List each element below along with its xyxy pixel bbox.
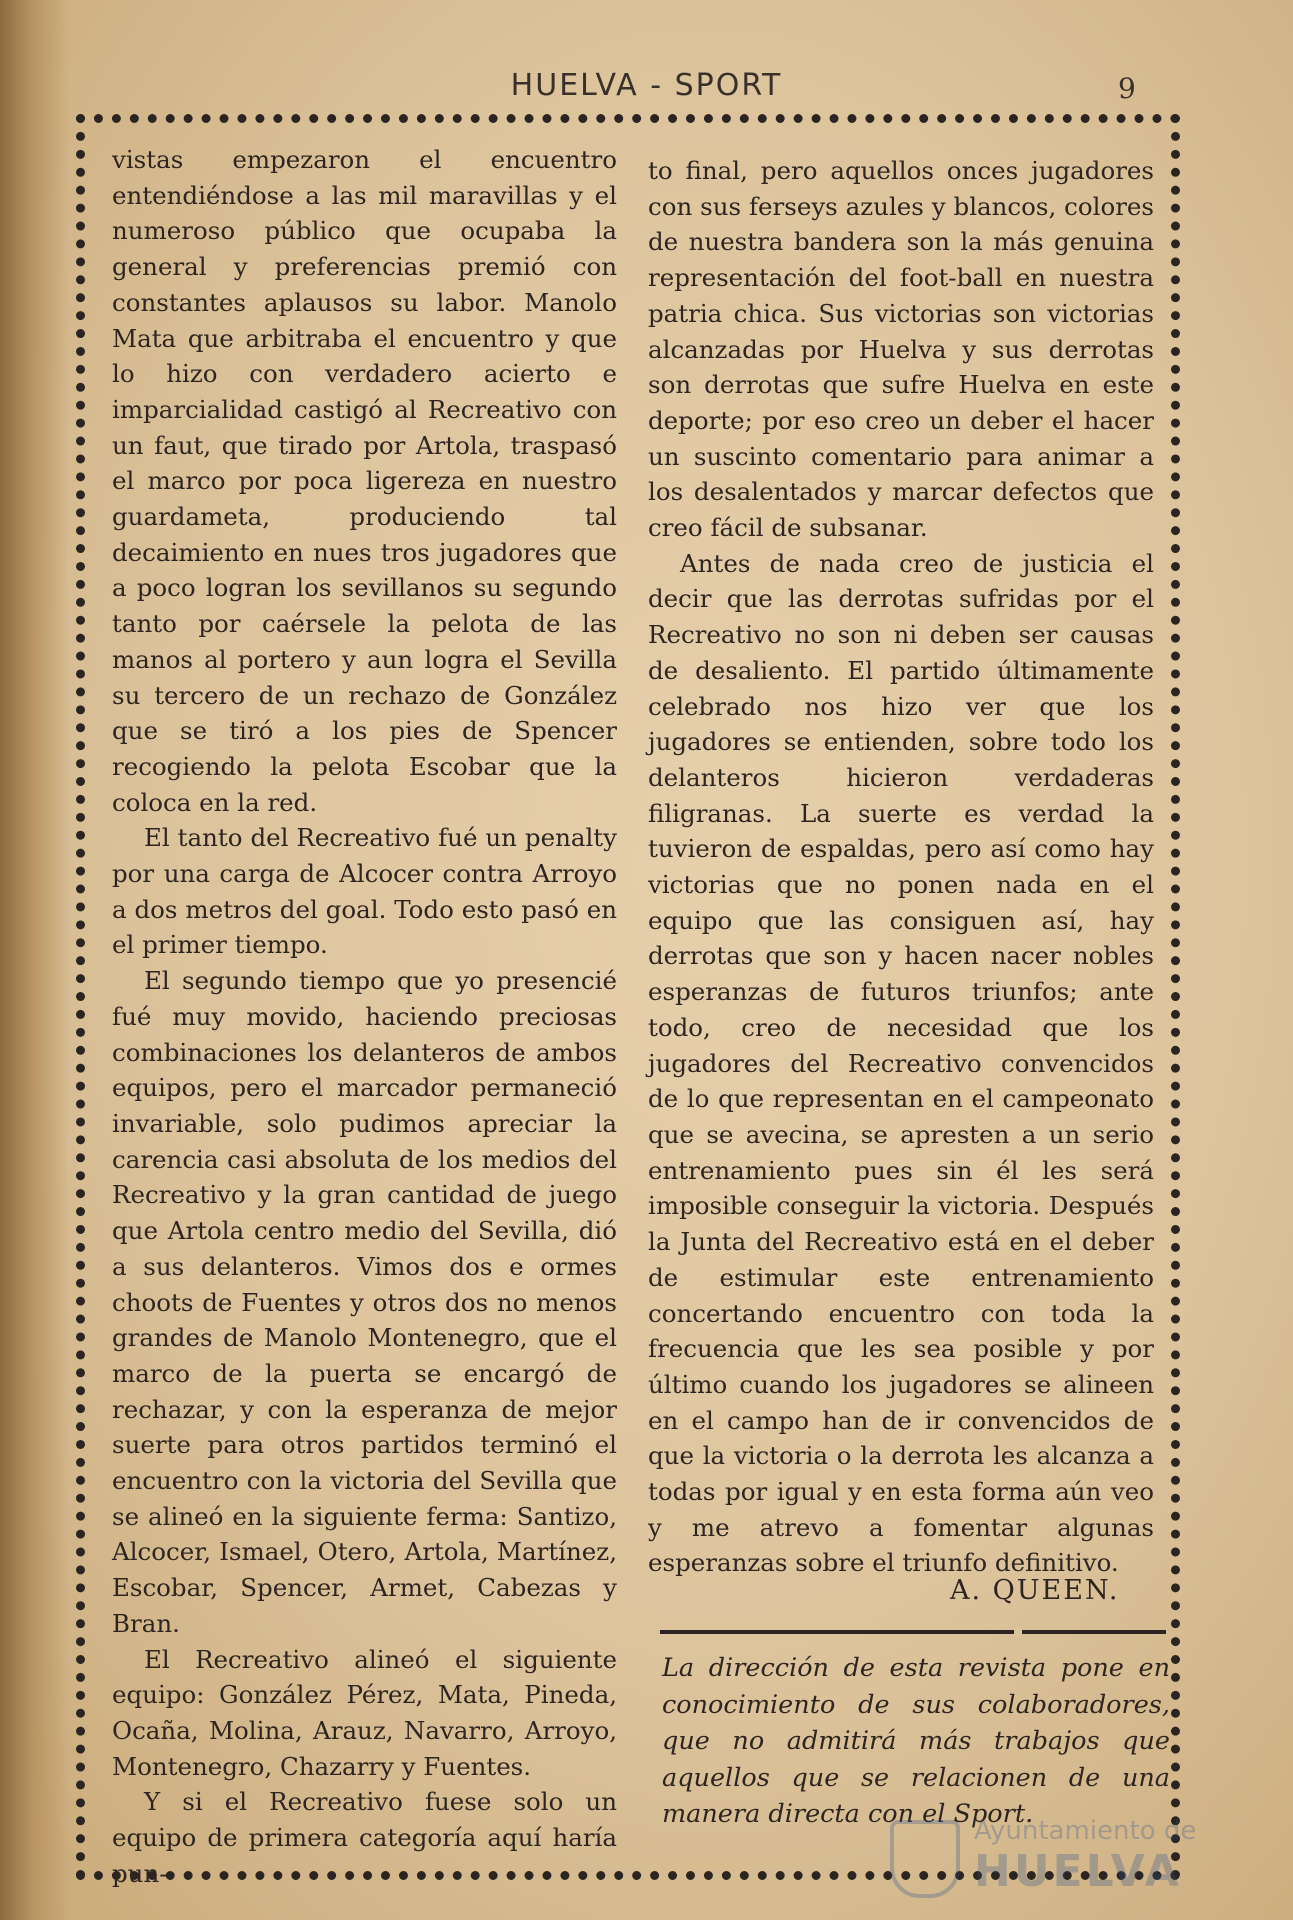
watermark-line2: HUELVA bbox=[974, 1846, 1182, 1897]
page-number: 9 bbox=[1118, 72, 1136, 105]
watermark-line1: Ayuntamiento de bbox=[974, 1816, 1197, 1846]
paragraph: vistas empezaron el encuentro entendiéndose a las mil maravillas y el numeroso público que ocupaba la general y preferencias premió con constantes aplausos su labor. Manolo Mata que arbitraba el encuentro y que lo hizo con verdadero acierto e imparcialidad castigó al Recreativo con un faut, que tirado por Artola, traspasó el marco por poca ligereza en nuestro guardameta, produciendo tal decaimiento en nues tros jugadores que a poco logran los sevillanos su segundo tanto por caérsele la pelota de las manos al portero y aun logra el Sevilla su tercero de un rechazo de González que se tiró a los pies de Spencer recogiendo la pelota Escobar que la coloca en la red. bbox=[112, 145, 617, 817]
editorial-notice: La dirección de esta revista pone en conocimiento de sus colaboradores, que no admitirá más trabajos que aquellos que se relacionen de una manera directa con el Sport. bbox=[662, 1653, 1170, 1829]
page-binding-shadow bbox=[0, 0, 70, 1920]
watermark bbox=[890, 1812, 1250, 1902]
coat-of-arms-icon bbox=[890, 1820, 960, 1898]
paragraph: El segundo tiempo que yo presencié fué muy movido, haciendo preciosas combinaciones los delanteros de ambos equipos, pero el marcador permaneció invariable, solo pudimos apreciar la carencia casi absoluta de los medios del Recreativo y la gran cantidad de juego que Artola centro medio del Sevilla, dió a sus delanteros. Vimos dos e ormes choots de Fuentes y otros dos no menos grandes de Manolo Montenegro, que el marco de la puerta se encargó de rechazar, y con la esperanza de mejor suerte para otros partidos terminó el encuentro con la victoria del Sevilla que se alineó en la siguiente ferma: Santizo, Alcocer, Ismael, Otero, Artola, Martínez, Escobar, Spencer, Armet, Cabezas y Bran. bbox=[112, 966, 617, 1638]
divider-gap bbox=[1014, 1628, 1022, 1636]
paragraph: Y si el Recreativo fuese solo un equipo de primera categoría aquí haría pun- bbox=[112, 1787, 617, 1888]
paragraph: El Recreativo alineó el siguiente equipo: González Pérez, Mata, Pineda, Ocaña, Molina, Arauz, Navarro, Arroyo, Montenegro, Chazarry y Fuentes. bbox=[112, 1644, 617, 1781]
divider bbox=[660, 1630, 1166, 1634]
paragraph: El tanto del Recreativo fué un penalty por una carga de Alcocer contra Arroyo a dos metros del goal. Todo esto pasó en el primer tiempo. bbox=[112, 823, 617, 960]
left-column bbox=[112, 142, 617, 1891]
paragraph: to final, pero aquellos onces jugadores con sus ferseys azules y blancos, colores de nuestra bandera son la más genuina representación del foot-ball en nuestra patria chica. Sus victorias son victorias alcanzadas por Huelva y sus derrotas son derrotas que sufre Huelva en este deporte; por eso creo un deber el hacer un suscinto comentario para animar a los desalentados y marcar defectos que creo fácil de subsanar. bbox=[648, 156, 1154, 543]
magazine-title: HUELVA - SPORT bbox=[510, 68, 783, 103]
right-column bbox=[648, 153, 1154, 1581]
paragraph: Antes de nada creo de justicia el decir que las derrotas sufridas por el Recreativo no son ni deben ser causas de desaliento. El partido últimamente celebrado nos hizo ver que los jugadores se entienden, sobre todo los delanteros hicieron verdaderas filigranas. La suerte es verdad la tuvieron de espaldas, pero así como hay victorias que no ponen nada en el equipo que las consiguen así, hay derrotas que son y hacen nacer nobles esperanzas de futuros triunfos; ante todo, creo de necesidad que los jugadores del Recreativo convencidos de lo que representan en el campeonato que se avecina, se apresten a un serio entrenamiento pues sin él les será imposible conseguir la victoria. Después la Junta del Recreativo está en el deber de estimular este entrenamiento concertando encuentro con toda la frecuencia que les sea posible y por último cuando los jugadores se alineen en el campo han de ir convencidos de que la victoria o la derrota les alcanza a todas por igual y en esta forma aún veo y me atrevo a fomentar algunas esperanzas sobre el triunfo definitivo. bbox=[648, 548, 1154, 1578]
author-signature: A. QUEEN. bbox=[950, 1575, 1120, 1606]
